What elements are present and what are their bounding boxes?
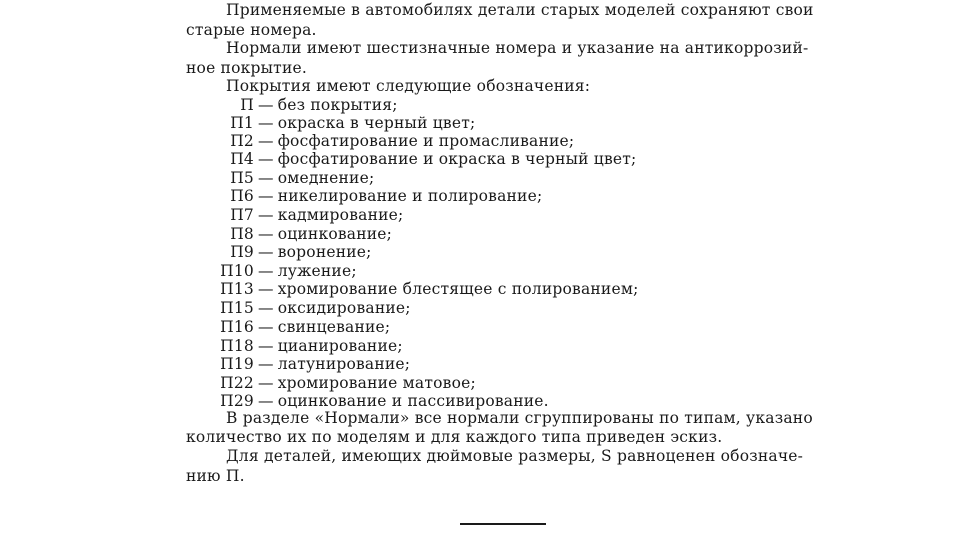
paragraph-1-line-2: старые номера. <box>186 21 317 39</box>
coating-dash: — <box>258 355 274 373</box>
coating-code: П <box>240 96 254 114</box>
coating-item <box>196 317 390 337</box>
coating-description: фосфатирование и окраска в черный цвет; <box>277 150 637 168</box>
coating-description: цианирование; <box>277 337 403 355</box>
coating-description: омеднение; <box>277 169 375 187</box>
coating-code: П18 <box>220 337 254 355</box>
coating-dash: — <box>258 243 274 261</box>
coating-code: П1 <box>230 114 254 132</box>
coating-description: без покрытия; <box>277 96 398 114</box>
coating-item <box>196 95 398 115</box>
coating-dash: — <box>258 318 274 336</box>
coating-dash: — <box>258 206 274 224</box>
paragraph-2-line-1: Нормали имеют шестизначные номера и указание на антикоррозий- <box>226 39 809 57</box>
coating-item <box>196 149 636 169</box>
paragraph-1-line-1: Применяемые в автомобилях детали старых моделей сохраняют свои <box>226 1 814 19</box>
coating-item <box>196 354 410 374</box>
coating-description: оцинкование и пассивирование. <box>277 392 549 410</box>
coating-description: хромирование матовое; <box>277 374 476 392</box>
coating-item <box>196 186 542 206</box>
coating-item <box>196 242 372 262</box>
coating-description: фосфатирование и промасливание; <box>277 132 575 150</box>
coating-code: П13 <box>220 280 254 298</box>
coating-description: воронение; <box>277 243 372 261</box>
coating-description: никелирование и полирование; <box>277 187 543 205</box>
coating-code: П7 <box>230 206 254 224</box>
coating-description: лужение; <box>277 262 357 280</box>
coating-code: П16 <box>220 318 254 336</box>
section-end-rule <box>460 523 546 525</box>
coating-code: П10 <box>220 262 254 280</box>
coating-dash: — <box>258 337 274 355</box>
coating-description: кадмирование; <box>277 206 404 224</box>
coating-item <box>196 261 357 281</box>
coating-description: оксидирование; <box>277 299 411 317</box>
coating-dash: — <box>258 150 274 168</box>
paragraph-2-line-2: ное покрытие. <box>186 59 307 77</box>
coating-dash: — <box>258 262 274 280</box>
paragraph-5-line-1: Для деталей, имеющих дюймовые размеры, S равноценен обозначе- <box>226 447 804 465</box>
coating-dash: — <box>258 374 274 392</box>
coating-description: свинцевание; <box>277 318 391 336</box>
coating-code: П4 <box>230 150 254 168</box>
paragraph-3-line-1: Покрытия имеют следующие обозначения: <box>226 77 591 95</box>
coating-dash: — <box>258 169 274 187</box>
coating-dash: — <box>258 280 274 298</box>
coating-dash: — <box>258 96 274 114</box>
coating-dash: — <box>258 299 274 317</box>
coating-description: окраска в черный цвет; <box>277 114 476 132</box>
coating-code: П5 <box>230 169 254 187</box>
paragraph-4-line-1: В разделе «Нормали» все нормали сгруппированы по типам, указано <box>226 409 813 427</box>
coating-item <box>196 279 639 299</box>
coating-description: латунирование; <box>277 355 411 373</box>
coating-dash: — <box>258 114 274 132</box>
coating-code: П2 <box>230 132 254 150</box>
coating-description: хромирование блестящее с полированием; <box>277 280 639 298</box>
coating-code: П6 <box>230 187 254 205</box>
coating-item <box>196 113 475 133</box>
coating-description: оцинкование; <box>277 225 393 243</box>
coating-item <box>196 224 392 244</box>
coating-dash: — <box>258 225 274 243</box>
coating-item <box>196 131 574 151</box>
coating-dash: — <box>258 392 274 410</box>
coating-code: П29 <box>220 392 254 410</box>
paragraph-5-line-2: нию П. <box>186 467 245 485</box>
coating-code: П9 <box>230 243 254 261</box>
coating-code: П15 <box>220 299 254 317</box>
coating-item <box>196 373 476 393</box>
coating-code: П8 <box>230 225 254 243</box>
paragraph-4-line-2: количество их по моделям и для каждого типа приведен эскиз. <box>186 428 723 446</box>
coating-item <box>196 168 374 188</box>
coating-item <box>196 336 403 356</box>
coating-dash: — <box>258 132 274 150</box>
coating-code: П22 <box>220 374 254 392</box>
coating-code: П19 <box>220 355 254 373</box>
coating-item <box>196 298 411 318</box>
coating-dash: — <box>258 187 274 205</box>
coating-item <box>196 205 403 225</box>
